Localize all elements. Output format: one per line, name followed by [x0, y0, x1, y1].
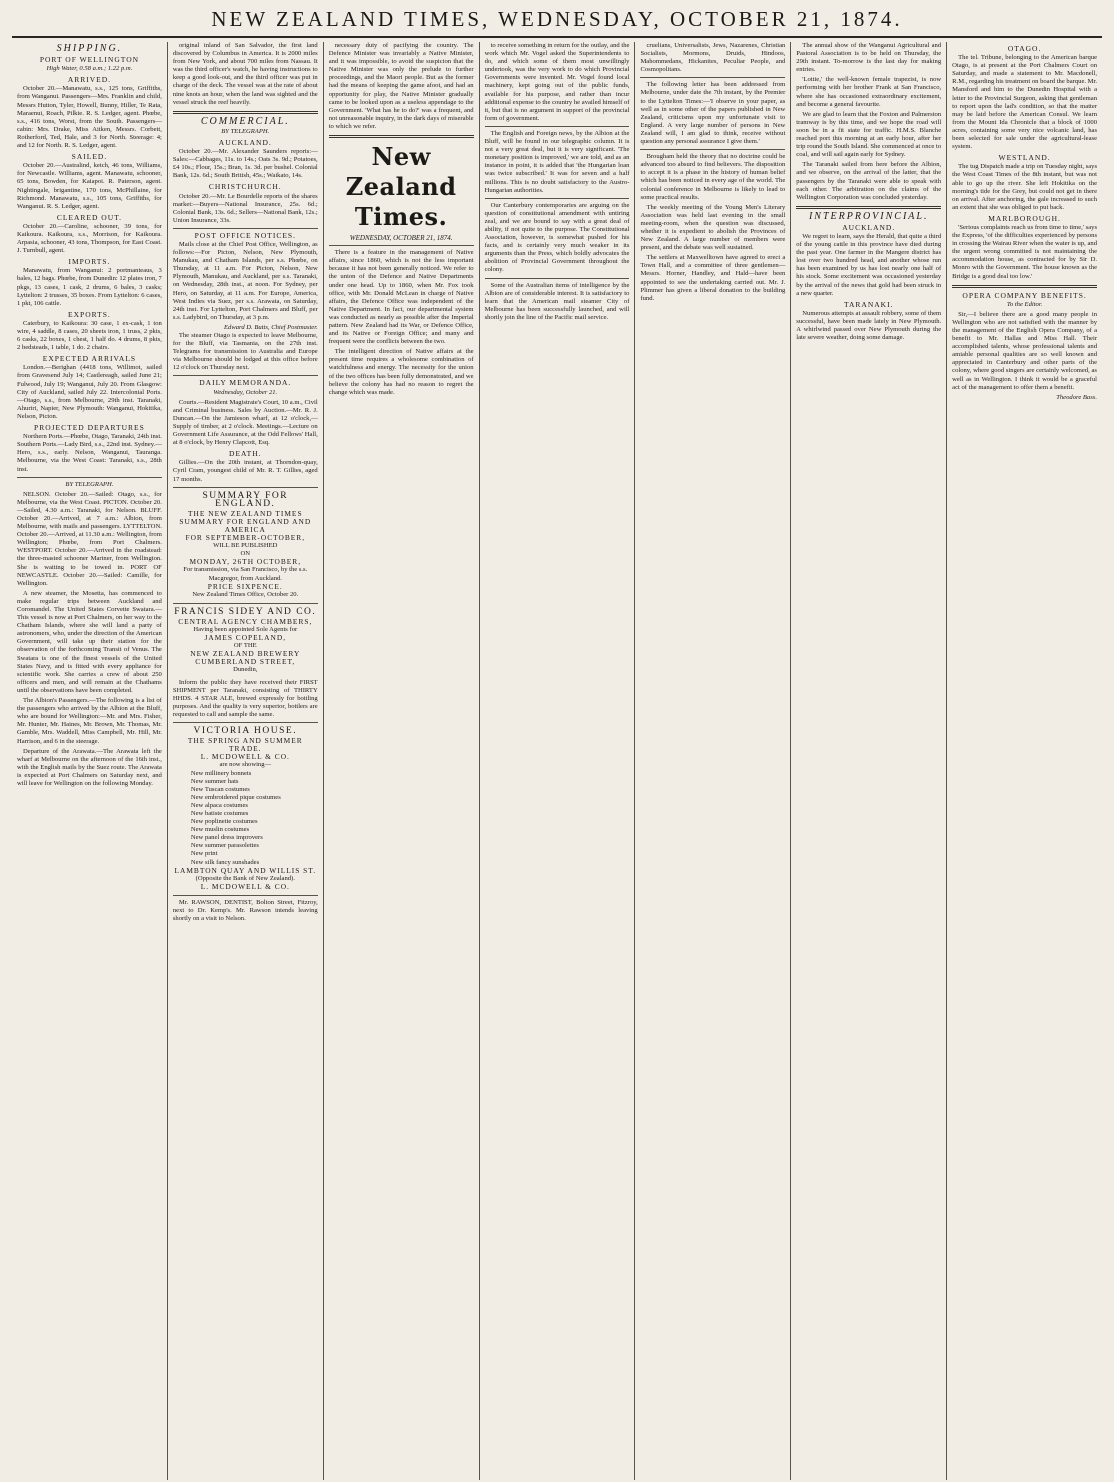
expected-heading: EXPECTED ARRIVALS	[42, 354, 137, 364]
divider	[485, 278, 630, 279]
ad-line: (Opposite the Bank of New Zealand).	[195, 874, 295, 882]
christchurch-text: October 20.—Mr. Le Bourdelle reports of the shares market:—Buyers—National Insurance, 25s. 6d.; Colonial Bank, 13s. 6d.; Sellers—National Bank, 12s.; Union Insurance, 33s.	[172, 192, 318, 224]
dentist-advertisement: Mr. RAWSON, DENTIST, Bolton Street, Fitzroy, next to Dr. Kemp's. Mr. Rawson intends leaving shortly on a visit to Nelson.	[172, 898, 318, 923]
victoria-house-advertisement	[173, 727, 318, 891]
list-item: New print	[190, 850, 218, 858]
list-item: New batiste costumes	[190, 809, 249, 817]
list-item: New poplinette costumes	[190, 818, 258, 826]
ad-line: SUMMARY FOR ENGLAND.	[202, 490, 289, 509]
westland-text: The tug Dispatch made a trip on Tuesday night, says the West Coast Times of the 8th instant, but was not able to go up the river. She left Hokitika on the morning's tide for the Grey, but could not get in there on arrival. After anchoring, the gale increased to such an extent that she was obliged to put back.	[952, 163, 1098, 211]
news-text: The weekly meeting of the Young Men's Literary Association was held last evening in the small meeting-room, when the question was discussed, whether it is expedient to abolish the Provinces of New Zealand. A large number of members were present, and the debate was well sustained.	[640, 203, 786, 252]
ad-line: Having been appointed Sole Agents for	[193, 626, 298, 633]
ad-line: LAMBTON QUAY AND WILLIS ST.	[174, 865, 317, 875]
column-2	[167, 42, 323, 1480]
taranaki-heading: TARANAKI.	[844, 299, 894, 309]
commercial-byline: BY TELEGRAPH.	[221, 127, 270, 135]
ad-line: JAMES COPELAND,	[204, 633, 287, 643]
exports-text: Caterbury, to Kaikoura: 30 case, 1 ex-cask, 1 ton wire, 4 saddle, 8 cases, 20 sheets iron, 1 truss, 2 pkts, 6 casks, 22 boxes, 1 chest, 1 half do. 4 drums, 8 pkts, 2 bedsteads, 1 table, 1 do. 2 chairs.	[17, 319, 162, 352]
daily-memoranda-heading: DAILY MEMORANDA.	[199, 378, 292, 388]
divider	[173, 895, 318, 896]
divider	[329, 245, 474, 246]
death-text: Gillies.—On the 20th instant, at Thorndon-quay, Cyril Cram, youngest child of Mr. R. T. Gillies, aged 17 months.	[172, 459, 318, 483]
column-7	[946, 42, 1102, 1480]
ad-line: CENTRAL AGENCY CHAMBERS,	[178, 616, 313, 626]
ad-line: MONDAY, 26TH OCTOBER,	[189, 557, 302, 567]
ad-text: Inform the public they have received their FIRST SHIPMENT per Taranaki, consisting of THIRTY HHDS. 4 STAR ALE, brewed expressly for bottling purposes. And the quality is very superior, bottlers are requested to call and sample the same.	[172, 678, 318, 718]
news-text: The Taranaki sailed from here before the Albion, and we observe, on the arrival of the latter, that the passengers by the Taranaki were able to speak with each other. The arbitration on the claims of the Wellington Corporation was concluded yesterday.	[796, 161, 942, 201]
projected-heading: PROJECTED DEPARTURES	[34, 423, 145, 433]
divider	[640, 149, 785, 150]
commercial-heading: COMMERCIAL.	[200, 115, 290, 127]
post-office-note: The steamer Otago is expected to leave Melbourne, for the Bluff, via Tasmania, on the 27th inst. Telegrams for transmission to Australia and Europe via Melbourne should be lodged at this office before 12 o'clock on Thursday next.	[172, 332, 318, 372]
news-text: The annual show of the Wanganui Agricultural and Pastoral Association is to be held on Thursday, the 29th instant. To-morrow is the last day for making entries.	[796, 42, 942, 74]
article-text: A new steamer, the Mosetta, has commenced to make regular trips between Auckland and Coromandel. The United States Corvette Swatara.—This vessel is now at Port Chalmers, on her way to the Chatham Islands, where she will land a party of astronomers, who, under the direction of the American Government, will take up their station for the observation of the forthcoming Transit of Venus. The Swatara is one of the finest vessels of the United States Navy, and is fitted with every appliance for scientific work. She carries a crew of about 250 officers and men, and will remain at the Chathams until the observations have been completed.	[17, 589, 162, 694]
cleared-text: October 20.—Caroline, schooner, 39 tons, for Kaikoura. Kaikoura, s.s., Morrison, for Kaikoura. Arpasia, schooner, 43 tons, Thompson, for East Coast. J. Turnbull, agent.	[17, 222, 162, 255]
exports-heading: EXPORTS.	[68, 309, 111, 319]
death-heading: DEATH.	[229, 449, 262, 459]
ad-line: For transmission, via San Francisco, by the s.s. Macgregor, from Auckland.	[183, 566, 308, 582]
projected-text: Northern Ports.—Phœbe, Otago, Taranaki, 24th inst. Southern Ports.—Lady Bird, s.s., 22nd inst. Sydney.—Hero, s.s., early. Nelson, Wanganui, Tauranga. Melbourne, via the West Coast: Taranaki, s.s., 28th inst.	[17, 433, 162, 473]
editorial-text: There is a feature in the management of Native affairs, since 1860, which is not the less important because it has not been generally noticed. We refer to the union of the Defence and Native Departments under one head. Up to 1860, when Mr. Fox took office, with Mr. Donald McLean in charge of Native affairs, the Defence Office was independent of the Native Department. In fact, our departmental system was conducted as nearly as possible after the Imperial pattern. New Zealand had its War, or Defence Office, and its Native or Foreign Office; and many and frequent were the conflicts between the two.	[328, 249, 474, 346]
editorial-dateline: WEDNESDAY, OCTOBER 21, 1874.	[349, 234, 453, 243]
summary-advertisement	[173, 492, 318, 599]
ad-line: FOR SEPTEMBER-OCTOBER,	[185, 533, 306, 543]
news-text: Brougham held the theory that no doctrine could be advanced too absurd to find believers. The disposition to accept it is a phase in the history of human belief which has been noticed in every age of the world. The colonial conference in Melbourne is likely to lead to some practical results.	[640, 153, 786, 201]
news-text: cruelians, Universalists, Jews, Nazarenes, Christian Socialists, Mormons, Druids, Hindoos, Mahommedans, Hickanites, Peculiar People, and Cosmopolitans.	[640, 42, 786, 74]
interprovincial-heading: INTERPROVINCIAL.	[808, 210, 929, 222]
article-text: original inland of San Salvador, the first land discovered by Columbus in America. It is 2000 miles from New York, and about 700 miles from Nassau. It was the third officer's watch, he having instructions to keep a good look-out, and the third officer was put in charge of the deck. The vessel was at the rate of about nine knots an hour, when the land was sighted and the vessel struck the reef heavily.	[172, 42, 318, 106]
column-3	[323, 42, 479, 1480]
westland-heading: WESTLAND.	[998, 153, 1051, 163]
ad-line: PRICE SIXPENCE.	[207, 581, 283, 591]
ad-line: New Zealand Times Office, October 20.	[192, 590, 299, 598]
divider	[173, 375, 318, 376]
post-office-heading: POST OFFICE NOTICES.	[194, 230, 296, 240]
divider	[329, 135, 474, 138]
list-item: New alpaca costumes	[190, 801, 248, 809]
column-5	[634, 42, 790, 1480]
shipping-heading: SHIPPING.	[56, 43, 123, 54]
masthead: NEW ZEALAND TIMES, WEDNESDAY, OCTOBER 21, 1874.	[12, 6, 1102, 38]
list-item: New summer parasolettes	[190, 842, 259, 850]
ad-line: SUMMARY FOR ENGLAND AND AMERICA	[179, 516, 312, 534]
ad-line: CUMBERLAND STREET,	[195, 657, 296, 667]
list-item: New millinery bonnets	[190, 769, 252, 777]
editorial-text: to receive something in return for the outlay, and the work which Mr. Vogel asked the Superintendents to do, and which some of them most unwillingly undertook, was the very work to do which Provincial Governments were invented. Mr. Vogel found local machinery, kept going out of the public funds, available for his purpose, and rather than incur additional expense to the country he availed himself of it, but that is no argument in support of the provincial form of government.	[484, 42, 630, 122]
sidey-advertisement	[173, 608, 318, 675]
sailed-heading: SAILED.	[71, 152, 108, 162]
editorial-text: Some of the Australian items of intelligence by the Albion are of considerable interest. It is satisfactory to learn that the American mail steamer City of Melbourne has been successfully launched, and will shortly join the line of the Pacific mail service.	[484, 281, 630, 321]
sailed-text: October 20.—Australind, ketch, 46 tons, Williams, for Newcastle. Williams, agent. Manawatu, schooner, 65 tons, Bowden, for Kaiapoi. R. Paterson, agent. Nightingale, brigantine, 170 tons, McPhillaine, for Richmond. Manawatu, s.s., 105 tons, Griffiths, for Wanganui. R. S. Ledger, agent.	[17, 162, 162, 210]
opera-heading: OPERA COMPANY BENEFITS.	[962, 290, 1087, 300]
divider	[173, 111, 318, 114]
high-water: High Water, 0.58 a.m.; 1.22 p.m.	[46, 65, 133, 73]
daily-memoranda-text: Courts.—Resident Magistrate's Court, 10 a.m., Civil and Criminal business. Sales by Auction.—Mr. R. J. Duncan.—On the Jamieson wharf, at 12 o'clock,—Supply of timber, at 2 o'clock. Meetings.—Lecture on Government Life Assurance, at the Odd Fellows' Hall, at 8 o'clock, by Henry Clapcott, Esq.	[172, 398, 318, 447]
cleared-heading: CLEARED OUT.	[56, 212, 123, 222]
post-office-signature: Edward D. Butts, Chief Postmaster.	[224, 323, 318, 331]
ad-line: L. MCDOWELL & CO.	[200, 752, 290, 762]
editorial-text: The English and Foreign news, by the Albion at the Bluff, will be found in our telegraphic column. It is not a very great deal, but it is very significant. 'The monetary position is improved,' we are told, and as an instance in point, it is added that 'the Hungarian loan was twice subscribed.' It was for seven and a half millions. This is no doubt satisfactory to the Austro-Hungarian authorities.	[484, 129, 630, 194]
otago-text: The tel. Tribune, belonging to the American barque Otago, is at present at the Port Chalmers Court on Saturday, and made a statement to Mr. Macdonell, R.M., regarding his treatment on board the barque. Mr. Mansford and him to the Dunedin Hospital with a letter to the Provincial Surgeon, asking that gentleman to report upon the lad's condition, so that the matter may be laid before the American Consul. We learn from the Mount Ida Chronicle that a block of 1000 acres, containing some very nice volcanic land, has been selected for sale under the agricultural-lease system.	[952, 54, 1098, 151]
ad-item-list	[173, 770, 318, 867]
expected-text: London.—Berighan (4418 tons, Willimot, sailed from Gravesend July 14; Castlereagh, sailed June 21; Fulwood, July 19; Wanganui, July 20. From Glasgow: City of Auckland, sailed July 22. Intercolonial Ports.—Otago, s.s., from Melbourne, 29th inst. Taranaki, Ahuriri, Napier, New Plymouth: Wanganui, Hokitika, Nelson, Picton.	[17, 364, 162, 420]
newspaper-nameplate: New Zealand Times.	[345, 142, 457, 232]
editorial-text: The intelligent direction of Native affairs at the present time requires a wholesome combination of watchfulness and energy. The necessity for the union of the two offices has been fully demonstrated, and we believe the colony has had no reason to regret the change which was made.	[328, 348, 474, 396]
ad-line: FRANCIS SIDEY AND CO.	[174, 606, 317, 617]
ad-line: WILL BE PUBLISHED	[213, 542, 278, 550]
telegraph-text: NELSON. October 20.—Sailed: Otago, s.s., for Melbourne, via the West Coast. PICTON. October 20.—Sailed, 4.30 a.m.: Taranaki, for Nelson. BLUFF. October 20.—Arrived, at 7 a.m.: Albion, from Melbourne, with mails and passengers. LYTTELTON. October 20.—Arrived, at 11.30 a.m.: Wellington, from Wellington; Phœbe, from Port Chalmers. WESTPORT. October 20.—Arrived in the roadstead: the three-masted schooner Mariner, from Wellington. She is waiting to be towed in. PORT OF NEWCASTLE. October 20.—Sailed: Camille, for Wellington.	[17, 490, 162, 587]
marlborough-heading: MARLBOROUGH.	[988, 213, 1061, 223]
news-text: The following letter has been addressed from Melbourne, under date the 7th instant, by the Premier to the Lyttelton Times:—'I observe in your paper, as well as in some other of the papers published in New Zealand, criticisms upon my unfortunate visit to England. A very large number of persons in New Zealand will, I am glad to think, receive without question any personal assurance I give them.'	[640, 81, 786, 146]
otago-heading: OTAGO.	[1007, 44, 1042, 53]
column-1	[12, 42, 167, 1480]
editorial-text: Our Canterbury contemporaries are arguing on the question of constitutional amendment with untiring zeal, and we are bound to say with a great deal of ability, if not quite to the purpose. The Constitutional Association, however, is somewhat pushed for his facts, and is certainly very much weaker in its arguments than the Press, which boldly advocates the abolition of Provincial Government throughout the colony.	[484, 201, 630, 274]
article-text: The Albion's Passengers.—The following is a list of the passengers who arrived by the Albion at the Bluff, who are bound for Wellington:—Mr. and Mrs. Fisher, Mr. Hunter, Mr. Haines, Mr. Brown, Mr. Thomas, Mr. Gamble, Mrs. Waddell, Miss Campbell, Mr. Hill, Mr. Harrison, and 6 in the steerage.	[17, 697, 162, 745]
article-text: necessary duty of pacifying the country. The Defence Minister was invariably a Native Minister, and it was impossible, to avoid the suspicion that the Native Minister was only the prelude to further proceedings, and the Maori people. But as the former had the means of keeping the game afoot, and had an opportunity for play, the Native Minister gradually came to be looked upon as a useless appendage to the Government. 'What has he to do?' was a frequent, and not unreasonable inquiry, in the dark days of miserable to which we refer.	[328, 42, 474, 130]
marlborough-text: 'Serious complaints reach us from time to time,' says the Express, 'of the difficulties experienced by persons in crossing the Wairau River when the water is up, and the urgent wrong committed is not maintaining the accommodation house, as contracted for by Sir D. Monro with the Government. The house known as the Bridge is a good deal too low.'	[952, 223, 1098, 280]
imports-text: Manawatu, from Wanganui: 2 portmanteaus, 3 bales, 12 bags. Phœbe, from Dunedin: 12 plates iron, 7 pkgs, 13 cases, 1 cask, 2 drums, 6 bales, 3 casks; Lyttelton: 2 trusses, 35 boxes. From Lyttelton: 6 cases, 1 pkt, 106 cattle.	[17, 267, 162, 307]
list-item: New Tuscan costumes	[190, 785, 250, 793]
christchurch-heading: CHRISTCHURCH.	[208, 182, 282, 192]
ad-line: are now showing—	[219, 761, 272, 769]
list-item: New embroidered pique costumes	[190, 793, 281, 801]
arrived-heading: ARRIVED.	[67, 75, 112, 85]
ad-line: OF THE	[233, 642, 257, 650]
divider	[796, 206, 941, 209]
column-4	[479, 42, 635, 1480]
taranaki-text: Numerous attempts at assault robbery, some of them successful, have been made lately in New Plymouth. A whirlwind passed over New Plymouth during the late severe weather, doing some damage.	[796, 309, 942, 342]
divider	[952, 285, 1097, 288]
list-item: New panel dress improvers	[190, 834, 263, 842]
columns	[12, 42, 1102, 1480]
divider	[485, 198, 630, 199]
auckland-text: October 20.—Mr. Alexander Saunders reports:—Sales:—Cabbages, 11s. to 14s.; Oats 3s. 9d.; Potatoes, £4 10s.; Flour, 15s.; Bran, 1s. 3d. per bushel. Colonial Bank, 12s. 6d.; South British, 45s.; Waikato, 14s.	[172, 148, 318, 180]
divider	[173, 722, 318, 723]
auckland-heading: AUCKLAND.	[842, 222, 896, 232]
opera-signature: Theodore Bass.	[1056, 393, 1098, 401]
news-text: The settlers at Maxwelltown have agreed to erect a Town Hall, and a committee of three gentlemen—Messrs. Horner, Handley, and Hald—have been appointed to see the undertaking carried out. Mr. J. Plimmer has given a liberal donation to the building fund.	[640, 254, 786, 302]
ad-line: Dunedin,	[233, 666, 258, 674]
article-text: Departure of the Arawata.—The Arawata left the wharf at Melbourne on the afternoon of the 16th inst., with the English mails by the Suez route. The Arawata is expected at Port Chalmers on Saturday next, and will leave for Wellington on the following Monday.	[17, 747, 162, 787]
divider	[485, 126, 630, 127]
news-text: 'Lottie,' the well-known female trapezist, is now performing with her brother Frank at San Francisco, where she has occasioned extraordinary excitement, and become a general favourite.	[796, 76, 942, 108]
auckland-heading: AUCKLAND.	[218, 137, 272, 147]
divider	[173, 228, 318, 229]
telegraph-heading: BY TELEGRAPH.	[65, 480, 114, 488]
post-office-text: Mails close at the Chief Post Office, Wellington, as follows:—For Picton, Nelson, New Plymouth, Manukau, and Chatham Islands, per s.s. Phœbe, on Thursday, at 11 a.m. For Picton, Nelson, New Plymouth, Manukau, and Auckland, per s.s. Taranaki, on Wednesday, 28th inst., at noon. For Sydney, per Hero, on Saturday, at 11 a.m. For Europe, America, West Indies via Suez, per s.s. Arawata, on Saturday, 24th inst. For Lyttelton, Port Chalmers and Bluff, per s.s. Ladybird, on Thursday, at 3 p.m.	[172, 240, 318, 321]
opera-salutation: To the Editor.	[1006, 300, 1043, 308]
daily-memoranda-date: Wednesday, October 21.	[213, 388, 278, 396]
list-item: New silk fancy sunshades	[190, 858, 260, 866]
ad-line: ON	[240, 550, 251, 558]
divider	[173, 603, 318, 604]
auckland-text: We regret to learn, says the Herald, that quite a third of the young cattle in this province have died during the past year. One farmer in the Mangere district has lost over two hundred head, and another whose run has been examined by us has lost nearly one half of his stock. Some excitement was occasioned yesterday by the arrival of the news that gold had been struck in a new quarter.	[796, 232, 942, 297]
divider	[173, 487, 318, 488]
imports-heading: IMPORTS.	[68, 257, 111, 267]
list-item: New summer hats	[190, 777, 239, 785]
ad-line: L. MCDOWELL & CO.	[200, 881, 290, 891]
opera-text: Sir,—I believe there are a good many people in Wellington who are not satisfied with the manner by the management of the English Opera Company, of a benefit to Mr. Hallas and Miss Hall. Their accomplished talents, whose professional talents and amiable personal qualities are so well known and appreciated in Canterbury and other parts of the colony, where good singers are certainly welcomed, as well as in Wellington. I think it would be a graceful act of the management to offer them a benefit.	[952, 310, 1098, 391]
ad-line: THE NEW ZEALAND TIMES	[188, 508, 303, 518]
column-6	[790, 42, 946, 1480]
list-item: New muslin costumes	[190, 826, 250, 834]
port-heading: PORT OF WELLINGTON	[39, 55, 140, 65]
divider	[17, 477, 162, 478]
ad-line: VICTORIA HOUSE.	[193, 726, 298, 737]
ad-line: NEW ZEALAND BREWERY	[190, 649, 301, 659]
news-text: We are glad to learn that the Foxton and Palmerston tramway is by this time, and we hope the road will soon be in a fit state for traffic. H.M.S. Blanche reached port this morning at an early hour, after her trip round the South Island. She commenced at once to coal, and will sail again early for Sydney.	[796, 110, 942, 159]
arrived-text: October 20.—Manawatu, s.s., 125 tons, Griffiths, from Wanganui. Passengers—Mrs. Franklin and child, Messrs Hutton, Tyler, Howell, Bunny, Hiller, Te Rata, Maraenui, Roach, Pilkie. R. S. Ledger, agent. Phœbe, s.s., 416 tons, Worst, from the South. Passengers—cabin: Mrs. Drake, Miss Aitken, Messrs. Corbett, Rotherford, Ted, Hale, and 3 for North. Steerage: 4; and 12 for North. R. S. Ledger, agent.	[17, 85, 162, 150]
divider	[640, 77, 785, 78]
ad-line: THE SPRING AND SUMMER TRADE.	[187, 736, 303, 754]
